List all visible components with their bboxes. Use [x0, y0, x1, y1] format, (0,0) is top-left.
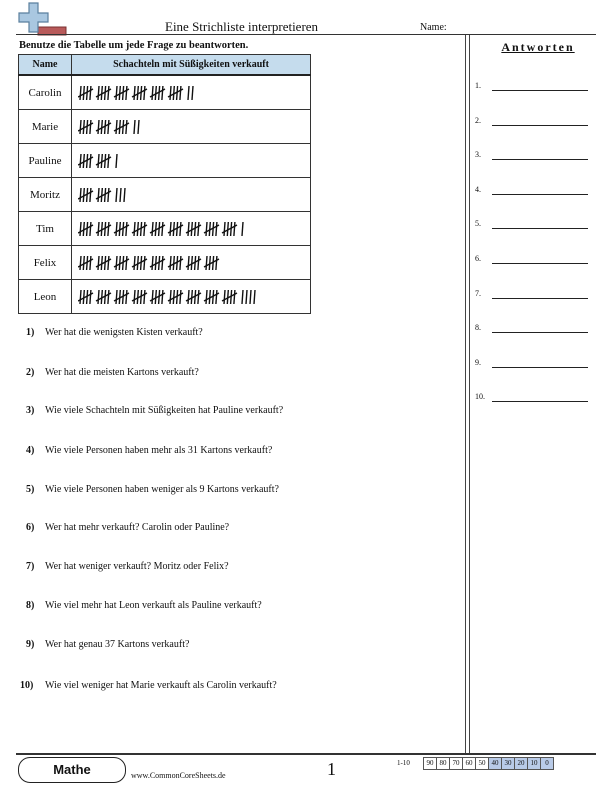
question-number: 9)	[26, 639, 35, 650]
tally-stroke	[216, 256, 217, 270]
tally-stroke	[98, 86, 99, 100]
answer-number: 8.	[475, 323, 481, 333]
table-header-row	[19, 55, 311, 76]
question-number: 8)	[26, 600, 35, 611]
header-rule	[16, 34, 596, 35]
tally-stroke	[144, 256, 145, 270]
tally-stroke	[170, 222, 171, 236]
tally-stroke	[152, 256, 153, 270]
question-item	[26, 445, 272, 456]
tally-stroke	[134, 222, 135, 236]
answer-number: 5.	[475, 219, 481, 229]
row-tally	[72, 144, 311, 178]
tally-stroke	[80, 188, 81, 202]
question-text: Wer hat die wenigsten Kisten verkauft?	[45, 327, 203, 338]
plus-eraser-logo-icon	[16, 2, 68, 36]
answer-line[interactable]	[492, 159, 588, 160]
tally-stroke	[126, 222, 127, 236]
tally-stroke	[90, 290, 91, 304]
answer-field[interactable]	[475, 81, 595, 93]
tally-stroke	[234, 222, 235, 236]
tally-stroke	[80, 256, 81, 270]
answer-number: 1.	[475, 81, 481, 90]
table-row	[19, 178, 311, 212]
tally-stroke	[144, 290, 145, 304]
tally-stroke	[170, 86, 171, 100]
answer-line[interactable]	[492, 263, 588, 264]
question-item	[26, 600, 262, 611]
question-text: Wer hat weniger verkauft? Moritz oder Felix?	[45, 561, 229, 572]
subject-badge	[18, 757, 126, 783]
tally-stroke	[162, 256, 163, 270]
tally-stroke	[126, 290, 127, 304]
question-text: Wie viele Personen haben mehr als 31 Kartons verkauft?	[45, 445, 273, 456]
row-tally	[72, 246, 311, 280]
answer-number: 9.	[475, 357, 481, 367]
tally-stroke	[188, 86, 189, 100]
name-label: Name:	[420, 22, 447, 33]
question-text: Wer hat genau 37 Kartons verkauft?	[45, 639, 190, 650]
tally-stroke	[152, 86, 153, 100]
answer-field[interactable]	[475, 116, 595, 128]
question-number: 3)	[26, 405, 35, 416]
answer-number: 7.	[475, 288, 481, 298]
row-name: Pauline	[19, 144, 72, 178]
question-number: 4)	[26, 445, 35, 456]
tally-stroke	[242, 290, 243, 304]
tally-stroke	[98, 188, 99, 202]
tally-stroke	[162, 290, 163, 304]
answer-line[interactable]	[492, 125, 588, 126]
tally-marks-icon	[78, 83, 200, 103]
tally-stroke	[116, 188, 117, 202]
answer-number: 2.	[475, 115, 481, 125]
tally-stroke	[188, 222, 189, 236]
question-item	[26, 561, 229, 572]
question-number: 10)	[20, 680, 34, 691]
score-cell: 10	[527, 757, 541, 770]
tally-stroke	[216, 290, 217, 304]
tally-stroke	[234, 290, 235, 304]
table-row	[19, 75, 311, 110]
tally-stroke	[246, 290, 247, 304]
page-number: 1	[327, 759, 336, 779]
score-cell: 0	[540, 757, 554, 770]
answer-line[interactable]	[492, 367, 588, 368]
tally-stroke	[224, 290, 225, 304]
tally-marks-icon	[78, 117, 146, 137]
question-text: Wie viele Schachteln mit Süßigkeiten hat Pauline verkauft?	[45, 405, 284, 416]
tally-stroke	[188, 290, 189, 304]
row-tally	[72, 110, 311, 144]
score-cell: 70	[449, 757, 463, 770]
tally-stroke	[180, 86, 181, 100]
instruction-text: Benutze die Tabelle um jede Frage zu beantworten.	[19, 40, 249, 51]
tally-stroke	[80, 290, 81, 304]
score-range-label: 1-10	[397, 759, 410, 767]
question-item	[20, 680, 277, 691]
tally-stroke	[116, 154, 117, 168]
tally-stroke	[126, 120, 127, 134]
tally-stroke	[134, 86, 135, 100]
tally-stroke	[170, 256, 171, 270]
tally-stroke	[90, 222, 91, 236]
tally-stroke	[90, 154, 91, 168]
tally-stroke	[98, 290, 99, 304]
score-cell: 60	[462, 757, 476, 770]
tally-stroke	[206, 222, 207, 236]
tally-stroke	[250, 290, 251, 304]
tally-stroke	[152, 290, 153, 304]
header-tally: Schachteln mit Süßigkeiten verkauft	[72, 55, 311, 76]
answer-line[interactable]	[492, 90, 588, 91]
tally-stroke	[138, 120, 139, 134]
answer-field[interactable]	[475, 392, 595, 404]
row-tally	[72, 178, 311, 212]
footer-rule	[16, 753, 596, 755]
question-text: Wer hat die meisten Kartons verkauft?	[45, 367, 199, 378]
answer-field[interactable]	[475, 289, 595, 301]
tally-stroke	[254, 290, 255, 304]
score-cell: 50	[475, 757, 489, 770]
table-row	[19, 110, 311, 144]
score-cell: 90	[423, 757, 437, 770]
row-name: Tim	[19, 212, 72, 246]
tally-stroke	[224, 222, 225, 236]
question-number: 2)	[26, 367, 35, 378]
tally-stroke	[162, 222, 163, 236]
row-name: Moritz	[19, 178, 72, 212]
table-row	[19, 246, 311, 280]
row-name: Felix	[19, 246, 72, 280]
tally-stroke	[98, 222, 99, 236]
tally-stroke	[198, 256, 199, 270]
answer-field[interactable]	[475, 219, 595, 231]
tally-stroke	[90, 86, 91, 100]
tally-stroke	[188, 256, 189, 270]
question-item	[26, 367, 199, 378]
tally-table	[18, 54, 311, 314]
answer-number: 4.	[475, 184, 481, 194]
tally-marks-icon	[78, 287, 262, 307]
question-item	[26, 484, 279, 495]
tally-stroke	[126, 256, 127, 270]
tally-stroke	[98, 256, 99, 270]
tally-stroke	[108, 188, 109, 202]
tally-stroke	[198, 290, 199, 304]
tally-stroke	[124, 188, 125, 202]
answer-field[interactable]	[475, 185, 595, 197]
answers-title: Antworten	[501, 40, 575, 54]
tally-stroke	[206, 256, 207, 270]
site-url: www.CommonCoreSheets.de	[131, 771, 226, 780]
tally-stroke	[116, 222, 117, 236]
tally-stroke	[108, 222, 109, 236]
tally-stroke	[180, 290, 181, 304]
tally-stroke	[80, 120, 81, 134]
answer-line[interactable]	[492, 332, 588, 333]
tally-stroke	[180, 256, 181, 270]
row-tally	[72, 280, 311, 314]
question-item	[26, 639, 189, 650]
row-name: Carolin	[19, 75, 72, 110]
tally-stroke	[80, 154, 81, 168]
tally-stroke	[144, 86, 145, 100]
tally-stroke	[80, 222, 81, 236]
tally-stroke	[108, 86, 109, 100]
tally-stroke	[90, 256, 91, 270]
tally-stroke	[144, 222, 145, 236]
tally-stroke	[170, 290, 171, 304]
tally-stroke	[120, 188, 121, 202]
score-cell: 40	[488, 757, 502, 770]
question-text: Wie viel mehr hat Leon verkauft als Pauline verkauft?	[45, 600, 262, 611]
tally-stroke	[98, 120, 99, 134]
row-name: Leon	[19, 280, 72, 314]
tally-stroke	[216, 222, 217, 236]
column-divider	[469, 35, 470, 753]
header-name: Name	[19, 55, 72, 76]
score-cell: 80	[436, 757, 450, 770]
table-row	[19, 212, 311, 246]
tally-stroke	[162, 86, 163, 100]
tally-stroke	[98, 154, 99, 168]
tally-stroke	[152, 222, 153, 236]
answer-field[interactable]	[475, 358, 595, 370]
question-number: 7)	[26, 561, 35, 572]
tally-stroke	[126, 86, 127, 100]
tally-stroke	[134, 290, 135, 304]
worksheet-title: Eine Strichliste interpretieren	[165, 19, 319, 34]
question-item	[26, 522, 229, 533]
answer-number: 6.	[475, 254, 481, 263]
tally-stroke	[108, 290, 109, 304]
answer-line[interactable]	[492, 401, 588, 402]
table-row	[19, 280, 311, 314]
question-text: Wie viele Personen haben weniger als 9 Kartons verkauft?	[45, 484, 279, 495]
row-name: Marie	[19, 110, 72, 144]
answer-field[interactable]	[475, 254, 595, 266]
subject-label: Mathe	[53, 762, 91, 777]
answer-field[interactable]	[475, 150, 595, 162]
tally-stroke	[116, 290, 117, 304]
question-number: 6)	[26, 522, 35, 533]
row-tally	[72, 212, 311, 246]
question-number: 1)	[26, 327, 35, 338]
tally-stroke	[116, 256, 117, 270]
question-text: Wie viel weniger hat Marie verkauft als Carolin verkauft?	[45, 680, 277, 691]
column-divider	[465, 35, 466, 753]
tally-stroke	[116, 86, 117, 100]
tally-stroke	[180, 222, 181, 236]
answer-number: 10.	[475, 392, 485, 402]
tally-stroke	[108, 154, 109, 168]
tally-stroke	[192, 86, 193, 100]
row-tally	[72, 75, 311, 110]
answer-field[interactable]	[475, 323, 595, 335]
tally-stroke	[134, 256, 135, 270]
answer-number: 3.	[475, 150, 481, 160]
tally-stroke	[206, 290, 207, 304]
question-item	[26, 405, 283, 416]
table-row	[19, 144, 311, 178]
tally-stroke	[116, 120, 117, 134]
answer-line[interactable]	[492, 194, 588, 195]
answer-line[interactable]	[492, 228, 588, 229]
question-text: Wer hat mehr verkauft? Carolin oder Pauline?	[45, 522, 230, 533]
tally-stroke	[90, 120, 91, 134]
tally-marks-icon	[78, 219, 250, 239]
tally-stroke	[80, 86, 81, 100]
tally-marks-icon	[78, 185, 132, 205]
tally-stroke	[108, 120, 109, 134]
tally-stroke	[90, 188, 91, 202]
question-item	[26, 327, 203, 338]
tally-stroke	[108, 256, 109, 270]
score-bar	[397, 757, 554, 770]
score-cell: 20	[514, 757, 528, 770]
question-number: 5)	[26, 484, 35, 495]
tally-stroke	[242, 222, 243, 236]
tally-marks-icon	[78, 151, 124, 171]
tally-stroke	[198, 222, 199, 236]
score-cell: 30	[501, 757, 515, 770]
answer-line[interactable]	[492, 298, 588, 299]
tally-marks-icon	[78, 253, 228, 273]
tally-stroke	[134, 120, 135, 134]
